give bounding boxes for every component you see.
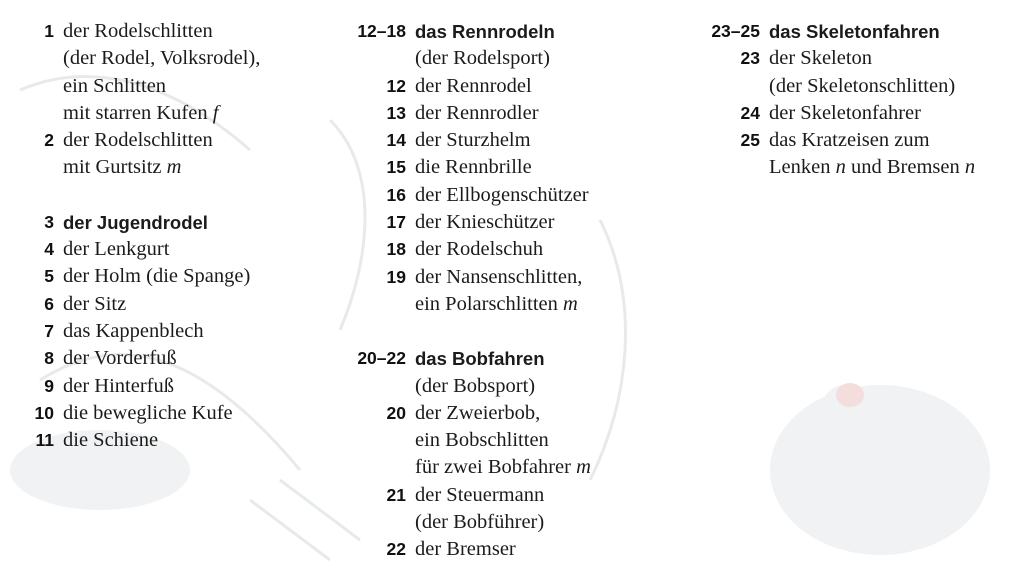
entry-text-line: der Bremser <box>415 538 516 561</box>
entry-number: 23–25 <box>711 21 760 41</box>
entry-text-line: der Jugendrodel <box>63 211 208 233</box>
spacer <box>10 182 330 209</box>
entry-text-line: der Sturzhelm <box>415 129 531 152</box>
entry-number: 24 <box>740 102 760 123</box>
entry-number: 9 <box>44 375 54 396</box>
glossary-entry <box>338 536 678 563</box>
entry-text-line: der Ellbogenschützer <box>415 183 589 206</box>
entry-number: 2 <box>44 130 54 151</box>
entry-number: 10 <box>34 402 54 423</box>
entry-text-line: mit starren Kufen f <box>63 101 219 124</box>
entry-text-line: das Skeletonfahren <box>769 21 940 42</box>
entry-text-line: die bewegliche Kufe <box>63 401 233 424</box>
entry-number: 23 <box>740 48 760 69</box>
entry-text-line: der Vorderfuß <box>63 347 177 370</box>
entry-text-line: (der Bobführer) <box>415 511 545 534</box>
glossary-entry <box>338 73 678 100</box>
entry-text-line: (der Rodel, Volksrodel), <box>63 47 261 70</box>
glossary-entry <box>686 127 1024 182</box>
entry-number: 11 <box>35 430 54 451</box>
glossary-entry <box>338 127 678 154</box>
glossary-entry <box>10 400 330 427</box>
glossary-entry <box>10 291 330 318</box>
entry-text-line: der Sitz <box>63 292 127 315</box>
entry-text-line: mit Gurtsitz m <box>63 156 182 179</box>
entry-text-line: das Rennrodeln <box>415 21 555 42</box>
column-3 <box>686 18 1024 182</box>
entry-text-line: der Knieschützer <box>415 211 555 234</box>
entry-number: 21 <box>386 484 406 505</box>
entry-text-line: die Schiene <box>63 429 159 452</box>
entry-text-line: Lenken n und Bremsen n <box>769 156 976 179</box>
entry-text-line: für zwei Bobfahrer m <box>415 456 591 479</box>
glossary-entry <box>686 45 1024 100</box>
entry-text-line: der Rennrodel <box>415 74 532 97</box>
entry-text-line: das Kratzeisen zum <box>769 129 930 152</box>
entry-text-line: die Rennbrille <box>415 156 532 179</box>
entry-text-line: der Nansenschlitten, <box>415 265 583 288</box>
entry-text-line: ein Bobschlitten <box>415 429 549 452</box>
entry-text-line: der Rodelschuh <box>415 238 544 261</box>
entry-number: 13 <box>386 102 406 123</box>
glossary-entry <box>338 236 678 263</box>
entry-number: 20 <box>386 402 406 423</box>
entry-text-line: der Skeleton <box>769 47 873 70</box>
section-heading <box>338 345 678 400</box>
entry-text-line: ein Schlitten <box>63 74 167 97</box>
glossary-entry <box>10 373 330 400</box>
glossary-entry <box>338 482 678 537</box>
gender-marker: m <box>563 292 578 315</box>
glossary-entry <box>338 100 678 127</box>
glossary-entry <box>10 18 330 127</box>
entry-text-line: der Rodelschlitten <box>63 129 213 152</box>
entry-text-line: (der Bobsport) <box>415 374 536 397</box>
gender-marker: m <box>576 456 591 479</box>
entry-text-line: (der Rodelsport) <box>415 47 550 70</box>
entry-text-line: der Steuermann <box>415 483 545 506</box>
entry-text-line: das Bobfahren <box>415 348 545 370</box>
entry-text-line: ein Polarschlitten m <box>415 292 578 315</box>
glossary-entry <box>338 154 678 181</box>
gender-marker: f <box>212 101 219 124</box>
entry-text-line: der Rennrodler <box>415 101 539 124</box>
glossary-entry <box>338 182 678 209</box>
entry-number: 12–18 <box>357 21 406 41</box>
gender-marker: n <box>964 156 976 179</box>
glossary-entry <box>338 400 678 482</box>
entry-number: 7 <box>44 320 54 341</box>
glossary-entry <box>10 236 330 263</box>
entry-number: 22 <box>386 539 406 560</box>
glossary-entry <box>10 263 330 290</box>
glossary-entry <box>10 318 330 345</box>
glossary-entry <box>10 127 330 182</box>
gender-marker: m <box>166 156 182 179</box>
glossary-entry <box>10 345 330 372</box>
entry-number: 3 <box>44 211 54 232</box>
spacer <box>338 318 678 345</box>
glossary-entry <box>338 209 678 236</box>
entry-number: 12 <box>386 75 406 96</box>
gender-marker: n <box>835 156 846 179</box>
entry-number: 14 <box>386 130 406 151</box>
entry-number: 5 <box>44 266 54 287</box>
column-2 <box>338 18 678 564</box>
entry-text-line: der Holm (die Spange) <box>63 265 251 288</box>
entry-number: 8 <box>44 348 54 369</box>
glossary-entry <box>10 427 330 454</box>
section-heading <box>338 18 678 73</box>
glossary-entry <box>686 100 1024 127</box>
entry-number: 15 <box>386 157 406 178</box>
entry-number: 20–22 <box>357 348 406 369</box>
entry-text-line: das Kappenblech <box>63 319 204 342</box>
entry-text-line: der Rodelschlitten <box>63 20 213 42</box>
column-1 <box>10 18 330 454</box>
entry-number: 17 <box>386 212 406 233</box>
entry-text-line: der Zweierbob, <box>415 401 541 424</box>
entry-text-line: der Hinterfuß <box>63 374 174 397</box>
entry-number: 6 <box>44 293 54 314</box>
entry-text-line: (der Skeletonschlitten) <box>769 74 956 97</box>
entry-number: 1 <box>44 21 54 41</box>
entry-number: 16 <box>386 184 406 205</box>
entry-text-line: der Lenkgurt <box>63 238 170 261</box>
glossary-entry <box>338 264 678 319</box>
entry-number: 4 <box>44 239 54 260</box>
entry-number: 19 <box>386 266 406 287</box>
section-heading <box>686 18 1024 45</box>
entry-number: 18 <box>386 239 406 260</box>
entry-number: 25 <box>740 130 760 151</box>
entry-text-line: der Skeletonfahrer <box>769 101 921 124</box>
section-heading <box>10 209 330 236</box>
